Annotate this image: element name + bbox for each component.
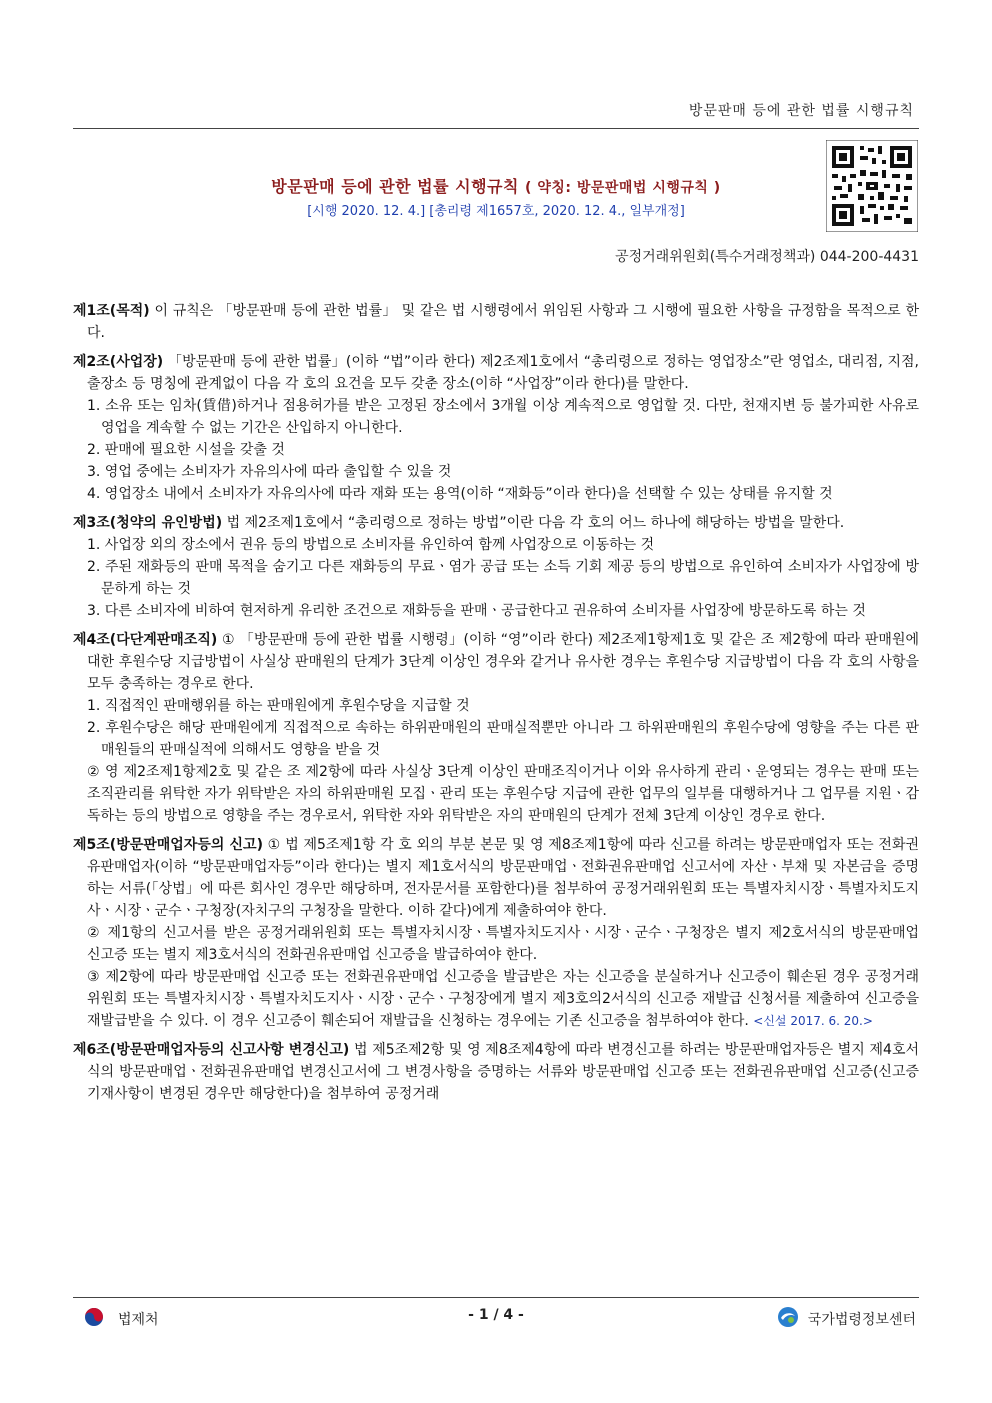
list-item: 1. 소유 또는 임차(賃借)하거나 점용허가를 받은 고정된 장소에서 3개월 이상 계속적으로 영업할 것. 다만, 천재지변 등 불가피한 사유로 영업을 계속할 수 없는 기간은 산입하지 아니한다. (87, 398, 919, 436)
title-abbreviation: ( 약칭: 방문판매법 시행규칙 ) (525, 180, 721, 196)
header-divider (73, 128, 919, 129)
footer-org-name: 법제처 (118, 1312, 159, 1328)
footer-right (776, 1305, 916, 1333)
list-item: 3. 다른 소비자에 비하여 현저하게 유리한 조건으로 재화등을 판매ㆍ공급한다고 권유하여 소비자를 사업장에 방문하도록 하는 것 (87, 603, 866, 619)
article-title: 제5조(방문판매업자등의 신고) (73, 837, 263, 853)
article-title: 제2조(사업장) (73, 354, 164, 370)
article-text: ① 「방문판매 등에 관한 법률 시행령」(이하 “영”이라 한다) 제2조제1항제1호 및 같은 조 제2항에 따라 판매원에 대한 후원수당 지급방법이 사실상 판매원의 단계가 3단계 이상인 경우와 같거나 유사한 경우는 후원수당 지급방법이 다음 각 호의 사항을 모두 충족하는 경우로 한다. (87, 632, 919, 692)
title-main: 방문판매 등에 관한 법률 시행규칙 (271, 177, 519, 196)
article-title: 제6조(방문판매업자등의 신고사항 변경신고) (73, 1042, 350, 1058)
article-2-items (73, 395, 919, 505)
footer-center-name: 국가법령정보센터 (807, 1312, 916, 1328)
article-5-paragraphs (73, 922, 919, 1032)
article-6 (73, 1039, 919, 1105)
article-text: 법 제5조제2항 및 영 제8조제4항에 따라 변경신고를 하려는 방문판매업자등은 별지 제4호서식의 방문판매업ㆍ전화권유판매업 변경신고서에 그 변경사항을 증명하는 서류와 방문판매업 신고증 또는 전화권유판매업 신고증(신고증 기재사항이 변경된 경우만 해당한다)을 첨부하여 공정거래 (87, 1042, 919, 1102)
list-item: 3. 영업 중에는 소비자가 자유의사에 따라 출입할 수 있을 것 (87, 464, 452, 480)
list-item: 1. 직접적인 판매행위를 하는 판매원에게 후원수당을 지급할 것 (87, 698, 470, 714)
article-title: 제4조(다단계판매조직) (73, 632, 218, 648)
article-2 (73, 351, 919, 395)
paragraph (73, 966, 919, 1032)
paragraph: ② 제1항의 신고서를 받은 공정거래위원회 또는 특별자치시장ㆍ특별자치도지사ㆍ시장ㆍ군수ㆍ구청장은 별지 제2호서식의 방문판매업 신고증 또는 별지 제3호서식의 전화권유판매업 신고증을 발급하여야 한다. (87, 925, 919, 963)
article-title: 제3조(청약의 유인방법) (73, 515, 223, 531)
title-block (73, 174, 919, 219)
list-item: 2. 후원수당은 해당 판매원에게 직접적으로 속하는 하위판매원의 판매실적뿐만 아니라 그 하위판매원의 후원수당에 영향을 주는 다른 판매원들의 판매실적에 의해서도 영향을 받을 것 (87, 720, 919, 758)
article-title: 제1조(목적) (73, 303, 150, 319)
qr-code-icon[interactable] (826, 140, 918, 232)
article-text: 이 규칙은 「방문판매 등에 관한 법률」 및 같은 법 시행령에서 위임된 사항과 그 시행에 필요한 사항을 규정함을 목적으로 한다. (87, 303, 919, 341)
enforcement-info: [시행 2020. 12. 4.] [총리령 제1657호, 2020. 12. 4., 일부개정] (307, 204, 685, 219)
article-text: 「방문판매 등에 관한 법률」(이하 “법”이라 한다) 제2조제1호에서 “총리령으로 정하는 영업장소”란 영업소, 대리점, 지점, 출장소 등 명칭에 관계없이 다음 각 호의 요건을 모두 갖춘 장소(이하 “사업장”이라 한다)를 말한다. (87, 354, 919, 392)
article-4-items (73, 695, 919, 827)
document-title (73, 174, 919, 197)
list-item: 2. 주된 재화등의 판매 목적을 숨기고 다른 재화등의 무료ㆍ염가 공급 또는 소득 기회 제공 등의 방법으로 유인하여 소비자가 사업장에 방문하게 하는 것 (87, 559, 919, 597)
article-1 (73, 300, 919, 344)
article-5 (73, 834, 919, 922)
list-item: 1. 사업장 외의 장소에서 권유 등의 방법으로 소비자를 유인하여 함께 사업장으로 이동하는 것 (87, 537, 655, 553)
page-number: - 1 / 4 - (468, 1307, 524, 1323)
footer-divider (73, 1297, 919, 1298)
article-4 (73, 629, 919, 695)
article-text: 법 제2조제1호에서 “총리령으로 정하는 방법”이란 다음 각 호의 어느 하나에 해당하는 방법을 말한다. (222, 515, 845, 531)
article-3-items (73, 534, 919, 622)
list-item: 2. 판매에 필요한 시설을 갖출 것 (87, 442, 285, 458)
running-title: 방문판매 등에 관한 법률 시행규칙 (688, 103, 914, 119)
article-text: ① 법 제5조제1항 각 호 외의 부분 본문 및 영 제8조제1항에 따라 신고를 하려는 방문판매업자 또는 전화권유판매업자(이하 “방문판매업자등”이라 한다)는 별지 제1호서식의 방문판매업ㆍ전화권유판매업 신고서에 자산ㆍ부채 및 자본금을 증명하는 서류(「상법」에 따른 회사인 경우만 해당하며, 전자문서를 포함한다)를 첨부하여 공정거래위원회 또는 특별자치시장ㆍ특별자치도지사ㆍ시장ㆍ군수ㆍ구청장(자치구의 구청장을 말한다. 이하 같다)에게 제출하여야 한다. (87, 837, 919, 919)
law-info-center-logo-icon (776, 1305, 800, 1333)
paragraph: ② 영 제2조제1항제2호 및 같은 조 제2항에 따라 사실상 3단계 이상인 판매조직이거나 이와 유사하게 관리ㆍ운영되는 경우는 판매 또는 조직관리를 위탁한 자가 위탁받은 자의 하위판매원 모집ㆍ관리 또는 후원수당 지급에 관한 업무의 일부를 대행하거나 그 업무를 지원ㆍ감독하는 등의 방법으로 영향을 주는 경우로서, 위탁한 자와 위탁받은 자의 판매원의 단계가 전체 3단계 이상인 경우로 한다. (87, 764, 919, 824)
paragraph-text: ③ 제2항에 따라 방문판매업 신고증 또는 전화권유판매업 신고증을 발급받은 자는 신고증을 분실하거나 신고증이 훼손된 경우 공정거래위원회 또는 특별자치시장ㆍ특별자치도지사ㆍ시장ㆍ군수ㆍ구청장에게 별지 제3호의2서식의 신고증 재발급 신청서를 제출하여 신고증을 재발급받을 수 있다. 이 경우 신고증이 훼손되어 재발급을 신청하는 경우에는 기존 신고증을 첨부하여야 한다. (87, 969, 919, 1029)
list-item: 4. 영업장소 내에서 소비자가 자유의사에 따라 재화 또는 용역(이하 “재화등”이라 한다)을 선택할 수 있는 상태를 유지할 것 (87, 486, 833, 502)
document-body (73, 300, 919, 1112)
amendment-note: <신설 2017. 6. 20.> (753, 1014, 873, 1028)
article-3 (73, 512, 919, 534)
ministry-contact: 공정거래위원회(특수거래정책과) 044-200-4431 (615, 249, 919, 265)
